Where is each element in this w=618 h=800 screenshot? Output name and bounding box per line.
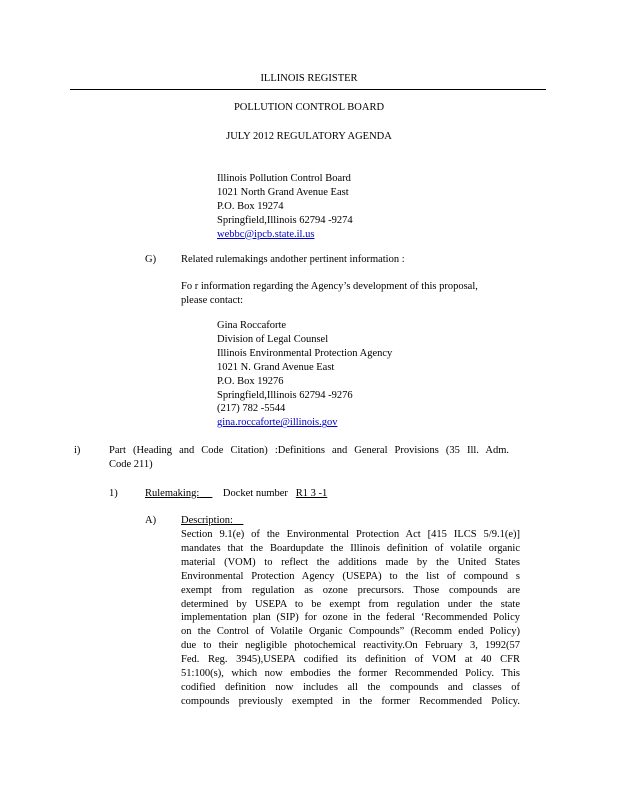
board-title: POLLUTION CONTROL BOARD <box>233 102 385 113</box>
section-g-title: Related rulemakings andother pertinent information : <box>181 254 405 265</box>
description-label: Description: <box>181 515 233 526</box>
contact-city: Springfield,Illinois 62794 -9276 <box>217 389 353 401</box>
rulemaking-label: Rulemaking: <box>145 488 200 499</box>
item-1-rulemaking <box>145 487 327 501</box>
section-i-marker: i) <box>74 445 81 456</box>
board-address <box>217 172 353 242</box>
description-line: on the Control of Volatile Organic Compounds” (Recomm ended Policy) <box>181 626 520 638</box>
item-a-marker: A) <box>145 515 157 526</box>
description-heading <box>181 514 243 528</box>
description-line: 51:100(s), which now embodies the former Recommended Policy. This <box>181 668 520 680</box>
docket-number: R1 3 -1 <box>295 488 328 499</box>
board-address-line: P.O. Box 19274 <box>217 200 284 212</box>
description-line: codified definition now includes all the compounds and classes of <box>181 681 520 693</box>
contact-block <box>217 319 392 430</box>
section-g-marker: G) <box>145 254 157 265</box>
contact-email-link[interactable]: gina.roccaforte@illinois.gov <box>217 417 338 429</box>
board-address-line: 1021 North Grand Avenue East <box>217 186 349 198</box>
agenda-title: JULY 2012 REGULATORY AGENDA <box>226 131 392 142</box>
contact-name: Gina Roccaforte <box>217 320 287 331</box>
description-line: implementation plan (SIP) for ozone in the federal ‘Recommended Policy <box>181 612 520 624</box>
section-i-line: Code 211) <box>109 458 153 470</box>
contact-agency: Illinois Environmental Protection Agency <box>217 347 393 359</box>
docket-label: Docket number <box>222 488 288 499</box>
description-line: mandates that the Boardupdate the Illinois definition of volatile organic <box>181 542 520 554</box>
board-address-line: Springfield,Illinois 62794 -9274 <box>217 214 353 226</box>
section-i-line: Part (Heading and Code Citation) :Definitions and General Provisions (35 Ill. Adm. <box>109 445 509 456</box>
contact-division: Division of Legal Counsel <box>217 333 329 345</box>
description-line: Environmental Protection Agency (USEPA) to the list of compound s <box>181 570 520 582</box>
description-line: Fed. Reg. 3945),USEPA codified its definition of VOM at 40 CFR <box>181 654 520 666</box>
register-title: ILLINOIS REGISTER <box>260 73 358 84</box>
description-line: compounds previously exempted in the former Recommended Policy. <box>181 695 520 707</box>
info-line: please contact: <box>181 294 244 306</box>
description-line: due to their negligible photochemical reactivity.On February 3, 1992(57 <box>181 640 520 652</box>
description-line: Section 9.1(e) of the Environmental Protection Act [415 ILCS 5/9.1(e)] <box>181 529 520 540</box>
board-address-line: Illinois Pollution Control Board <box>217 173 351 184</box>
description-line: exempt from regulation as ozone precursors. Those compounds are <box>181 584 520 596</box>
board-email-link[interactable]: webbc@ipcb.state.il.us <box>217 228 315 240</box>
section-i-heading <box>109 444 509 472</box>
contact-phone: (217) 782 -5544 <box>217 403 286 415</box>
contact-street: 1021 N. Grand Avenue East <box>217 361 335 373</box>
item-1-marker: 1) <box>109 488 118 499</box>
description-body <box>181 528 520 709</box>
info-line: Fo r information regarding the Agency’s development of this proposal, <box>181 281 478 292</box>
section-g-info <box>181 280 478 308</box>
header-rule <box>70 89 546 90</box>
contact-po-box: P.O. Box 19276 <box>217 375 284 387</box>
description-line: determined by USEPA to be exempt from regulation under the state <box>181 598 520 610</box>
description-line: material (VOM) to reflect the additions made by the United States <box>181 556 520 568</box>
